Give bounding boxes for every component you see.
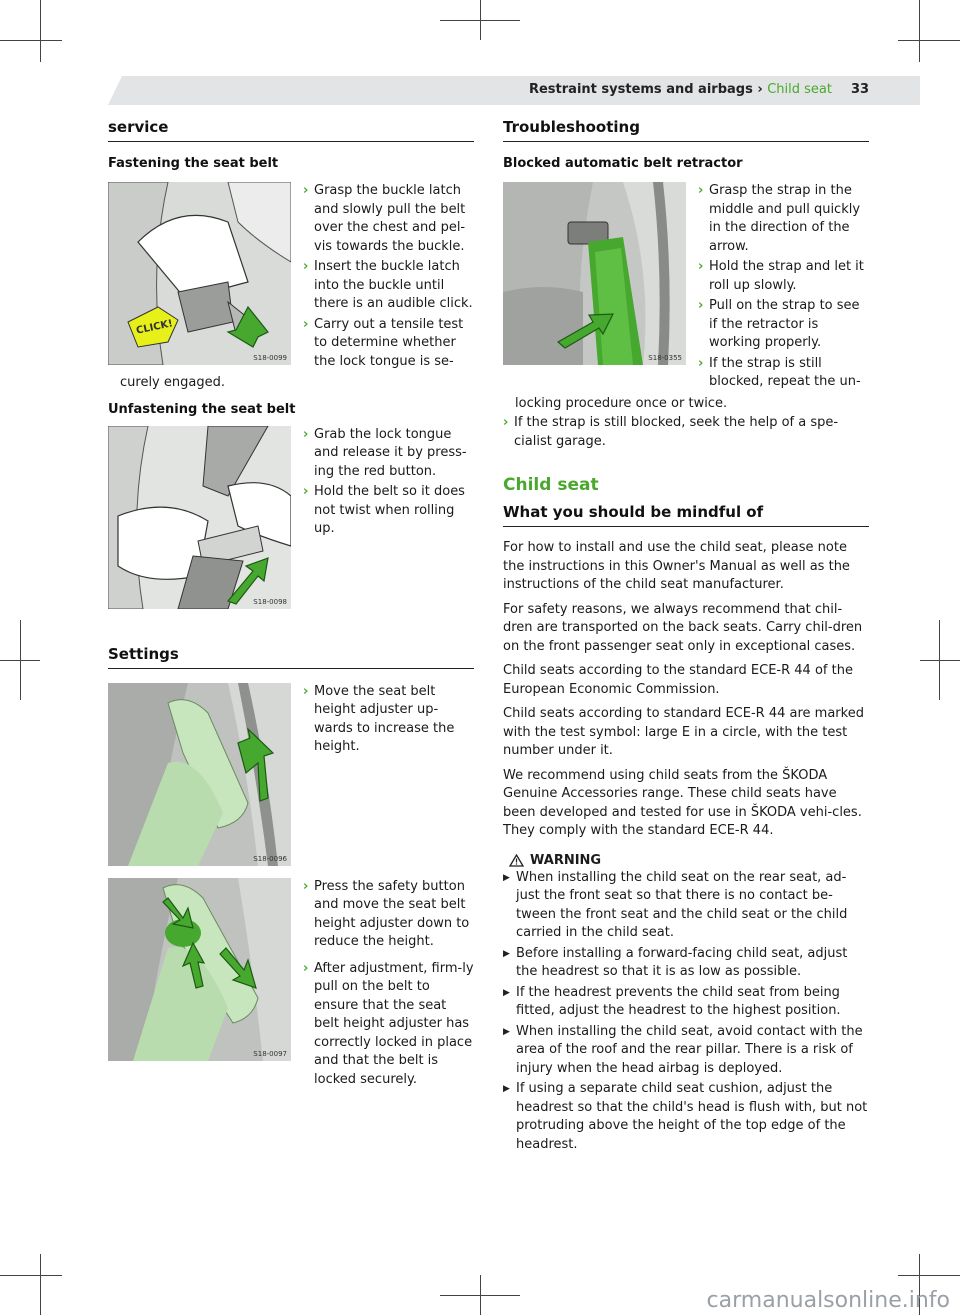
bullet-arrow-icon: ▶ xyxy=(503,1084,510,1094)
fastening-step-continuation: curely engaged. xyxy=(120,375,225,390)
breadcrumb-separator: › xyxy=(757,82,763,97)
crop-mark xyxy=(0,40,62,41)
figure-code: S18-0099 xyxy=(253,354,287,362)
retractor-steps xyxy=(686,182,869,394)
step-item: › After adjustment, firm-ly pull on the belt to ensure that the seat belt height adjuster has correctly locked in place and that the belt is locked securely. xyxy=(303,960,474,1087)
settings-steps-up xyxy=(291,683,474,866)
crop-mark xyxy=(20,620,21,700)
breadcrumb-section[interactable]: Restraint systems and airbags xyxy=(528,82,753,97)
left-column xyxy=(108,118,474,1091)
step-item: › Press the safety button and move the seat belt height adjuster down to reduce the height. xyxy=(303,878,470,949)
unfastening-heading: Unfastening the seat belt xyxy=(108,401,296,417)
paragraph: Child seats according to standard ECE-R 44 are marked with the test symbol: large E in a circle, with the test number under it. xyxy=(503,706,864,758)
step-item: › Grasp the strap in the middle and pull quickly in the direction of the arrow. xyxy=(698,183,861,254)
paragraph: For safety reasons, we always recommend that chil-dren are transported on the back seats. Carry chil-dren on the front passenger seat only in exceptional cases. xyxy=(503,601,863,654)
unfastening-figure xyxy=(108,426,291,609)
crop-mark xyxy=(898,40,960,41)
warning-item: ▶ When installing the child seat on the rear seat, ad-just the front seat so that there is no contact be-tween the front seat and the child seat or the child carried in the child seat. xyxy=(503,869,869,943)
watermark: carmanualsonline.info xyxy=(706,1288,950,1313)
crop-mark xyxy=(0,1275,62,1276)
step-item: › Hold the strap and let it roll up slowly. xyxy=(698,259,864,293)
warning-item: ▶ Before installing a forward-facing child seat, adjust the headrest so that it is as low as possible. xyxy=(503,945,869,982)
bullet-arrow-icon: ▶ xyxy=(503,948,510,959)
blocked-retractor-heading: Blocked automatic belt retractor xyxy=(503,156,743,171)
step-item: › Move the seat belt height adjuster up-wards to increase the height. xyxy=(303,683,455,754)
figure-code: S18-0097 xyxy=(253,1049,287,1058)
step-item: › If the strap is still blocked, repeat the un- xyxy=(698,355,861,389)
crop-mark xyxy=(939,620,940,700)
warning-item: ▶ If using a separate child seat cushion, adjust the headrest so that the child's head is flush with, but not protruding above the height of the top edge of the headrest. xyxy=(503,1080,869,1154)
breadcrumb xyxy=(529,82,832,100)
step-item: › Grasp the buckle latch and slowly pull the belt over the chest and pel-vis towards the buckle. xyxy=(303,183,466,254)
step-item: › Carry out a tensile test to determine whether the lock tongue is se- xyxy=(303,316,464,369)
crop-mark xyxy=(40,0,41,62)
step-item: › Pull on the strap to see if the retractor is working properly. xyxy=(698,298,860,350)
click-label: CLICK! xyxy=(135,318,174,337)
unfastening-illustration xyxy=(108,426,291,609)
crop-mark xyxy=(40,1254,41,1315)
figure-code: S18-0355 xyxy=(648,354,682,362)
step-item: › Insert the buckle latch into the buckle until there is an audible click. xyxy=(303,259,473,311)
settings-heading: Settings xyxy=(108,645,474,669)
crop-mark xyxy=(480,1275,481,1315)
troubleshooting-heading: Troubleshooting xyxy=(503,118,869,142)
fastening-illustration xyxy=(108,182,291,365)
bullet-arrow-icon: ▶ xyxy=(503,872,510,883)
warning-icon xyxy=(509,854,524,867)
unfastening-steps xyxy=(291,426,474,609)
retractor-figure xyxy=(503,182,686,365)
warning-item: ▶ When installing the child seat, avoid contact with the area of the roof and the rear pillar. There is a risk of injury when the head airbag is deployed. xyxy=(503,1023,869,1079)
settings-figure-up xyxy=(108,683,291,866)
fastening-steps xyxy=(291,182,474,373)
warning-heading xyxy=(503,853,869,868)
crop-mark xyxy=(480,0,481,40)
step-item: › Hold the belt so it does not twist when rolling up. xyxy=(303,484,465,536)
breadcrumb-current: Child seat xyxy=(767,82,832,97)
settings-steps-down xyxy=(291,878,474,1092)
retractor-illustration xyxy=(503,182,686,365)
fastening-figure xyxy=(108,182,291,365)
service-heading: service xyxy=(108,118,474,142)
retractor-step-continuation: locking procedure once or twice. xyxy=(515,395,728,411)
warning-title: WARNING xyxy=(530,852,602,868)
step-item: › If the strap is still blocked, seek the help of a spe-cialist garage. xyxy=(503,415,839,449)
crop-mark xyxy=(920,660,960,661)
paragraph: We recommend using child seats from the ŠKODA Genuine Accessories range. These child seats have been developed and tested for use in ŠKODA vehi-cles. They comply with the standard ECE-R 44. xyxy=(503,767,862,838)
bullet-arrow-icon: ▶ xyxy=(503,987,510,998)
height-adjuster-up-illustration xyxy=(108,683,291,866)
paragraph: For how to install and use the child seat, please note the instructions in this Owner's Manual as well as the instructions of the child seat manufacturer. xyxy=(503,540,850,592)
right-column xyxy=(503,118,869,1156)
settings-figure-down xyxy=(108,878,291,1061)
crop-mark xyxy=(919,0,920,62)
step-item: › Grab the lock tongue and release it by press-ing the red button. xyxy=(303,426,467,479)
fastening-heading: Fastening the seat belt xyxy=(108,156,279,171)
crop-mark xyxy=(898,1275,960,1276)
height-adjuster-down-illustration xyxy=(108,878,291,1061)
page-number: 33 xyxy=(851,82,870,97)
bullet-arrow-icon: ▶ xyxy=(503,1026,510,1037)
figure-code: S18-0096 xyxy=(253,854,287,863)
paragraph: Child seats according to the standard ECE-R 44 of the European Economic Commission. xyxy=(503,663,853,697)
child-seat-heading: Child seat xyxy=(503,475,599,495)
warning-block xyxy=(503,853,869,1155)
warning-item: ▶ If the headrest prevents the child seat from being fitted, adjust the headrest to the highest position. xyxy=(503,984,869,1021)
mindful-heading: What you should be mindful of xyxy=(503,503,869,527)
figure-code: S18-0098 xyxy=(253,597,287,606)
child-seat-paragraphs xyxy=(503,539,869,841)
